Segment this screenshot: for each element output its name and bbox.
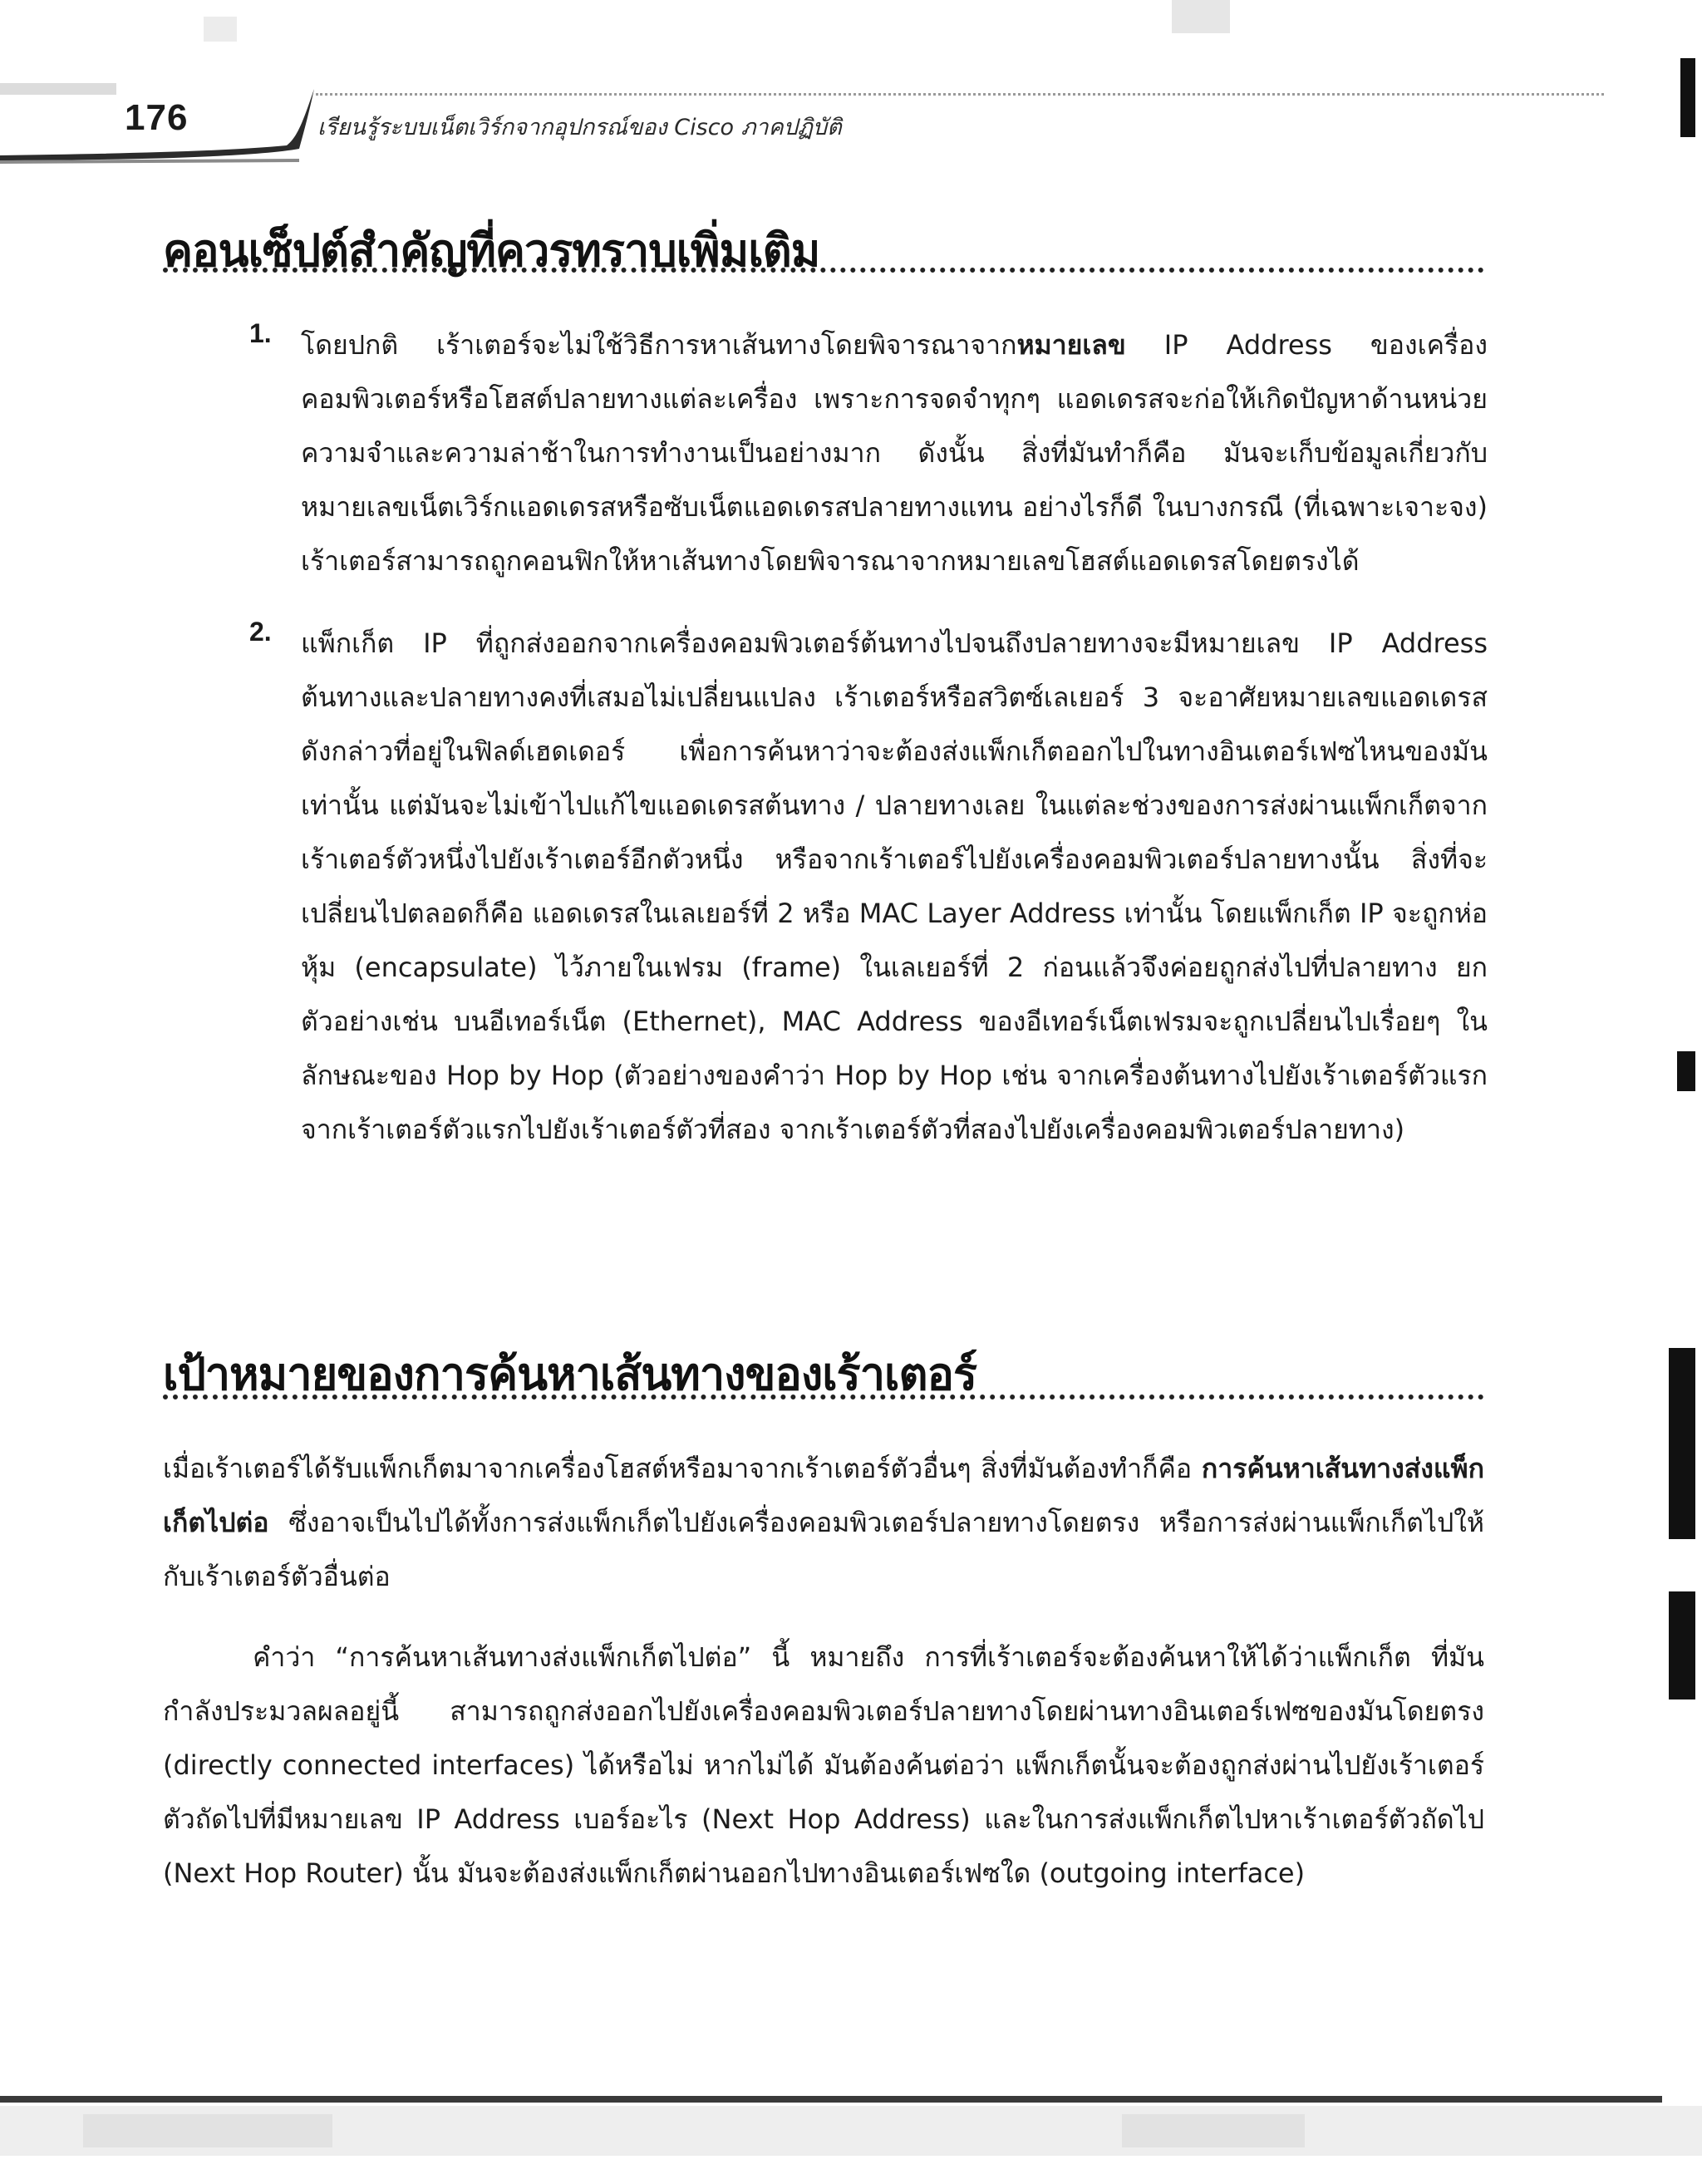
list-number: 2. <box>249 617 272 647</box>
heading-dotted-rule <box>163 268 1484 273</box>
page-header <box>0 79 1702 170</box>
paragraph: คำว่า “การค้นหาเส้นทางส่งแพ็กเก็ตไปต่อ” นี้ หมายถึง การที่เร้าเตอร์จะต้องค้นหาให้ได้ว่าแพ็กเก็ต ที่มันกำลังประมวลผลอยู่นี้ สามารถถูกส่งออกไปยังเครื่องคอมพิวเตอร์ปลายทางโดยผ่านทางอินเตอร์เฟซของมันโดยตรง (directly connected interfaces) ได้หรือไม่ หากไม่ได้ มันต้องค้นต่อว่า แพ็กเก็ตนั้นจะต้องถูกส่งผ่านไปยังเร้าเตอร์ตัวถัดไปที่มีหมายเลข IP Address เบอร์อะไร (Next Hop Address) และในการส่งแพ็กเก็ตไปหาเร้าเตอร์ตัวถัดไป (Next Hop Router) นั้น มันจะต้องส่งแพ็กเก็ตผ่านออกไปทางอินเตอร์เฟซใด (outgoing interface) <box>163 1641 1484 1889</box>
section-heading: คอนเซ็ปต์สำคัญที่ควรทราบเพิ่มเติม <box>163 224 820 277</box>
text-run: เมื่อเร้าเตอร์ได้รับแพ็กเก็ตมาจากเครื่องโฮสต์หรือมาจากเร้าเตอร์ตัวอื่นๆ สิ่งที่มันต้องทำก็คือ <box>163 1453 1202 1484</box>
heading-dotted-rule <box>163 1395 1484 1399</box>
running-title: เรียนรู้ระบบเน็ตเวิร์กจากอุปกรณ์ของ Cisco ภาคปฏิบัติ <box>317 115 842 140</box>
edge-marker <box>1669 1591 1695 1699</box>
header-dotted-rule <box>316 93 1604 96</box>
list-item <box>249 318 1488 588</box>
numbered-list <box>249 318 1488 1185</box>
bold-text: หมายเลข <box>1016 329 1126 361</box>
scan-artifact-bottom <box>0 2078 1702 2184</box>
text-run: IP Address ของเครื่องคอมพิวเตอร์หรือโฮสต์ปลายทางแต่ละเครื่อง เพราะการจดจำทุกๆ แอดเดรสจะก่อให้เกิดปัญหาด้านหน่วยความจำและความล่าช้าในการทำงานเป็นอย่างมาก ดังนั้น สิ่งที่มันทำก็คือ มันจะเก็บข้อมูลเกี่ยวกับหมายเลขเน็ตเวิร์กแอดเดรสหรือซับเน็ตแอดเดรสปลายทางแทน อย่างไรก็ดี ในบางกรณี (ที่เฉพาะเจาะจง) เร้าเตอร์สามารถถูกคอนฟิกให้หาเส้นทางโดยพิจารณาจากหมายเลขโฮสต์แอดเดรสโดยตรงได้ <box>301 329 1488 577</box>
list-item-text <box>301 318 1488 588</box>
section-heading: เป้าหมายของการค้นหาเส้นทางของเร้าเตอร์ <box>163 1348 976 1400</box>
list-number: 1. <box>249 318 272 348</box>
page-number: 176 <box>125 97 189 138</box>
list-item <box>249 617 1488 1157</box>
text-run: แพ็กเก็ต IP ที่ถูกส่งออกจากเครื่องคอมพิวเตอร์ต้นทางไปจนถึงปลายทางจะมีหมายเลข IP Address ต้นทางและปลายทางคงที่เสมอไม่เปลี่ยนแปลง เร้าเตอร์หรือสวิตซ์เลเยอร์ 3 จะอาศัยหมายเลขแอดเดรสดังกล่าวที่อยู่ในฟิลด์เฮดเดอร์ เพื่อการค้นหาว่าจะต้องส่งแพ็กเก็ตออกไปในทางอินเตอร์เฟซไหนของมันเท่านั้น แต่มันจะไม่เข้าไปแก้ไขแอดเดรสต้นทาง / ปลายทางเลย ในแต่ละช่วงของการส่งผ่านแพ็กเก็ตจากเร้าเตอร์ตัวหนึ่งไปยังเร้าเตอร์อีกตัวหนึ่ง หรือจากเร้าเตอร์ไปยังเครื่องคอมพิวเตอร์ปลายทางนั้น สิ่งที่จะเปลี่ยนไปตลอดก็คือ แอดเดรสในเลเยอร์ที่ 2 หรือ MAC Layer Address เท่านั้น โดยแพ็กเก็ต IP จะถูกห่อหุ้ม (encapsulate) ไว้ภายในเฟรม (frame) ในเลเยอร์ที่ 2 ก่อนแล้วจึงค่อยถูกส่งไปที่ปลายทาง ยกตัวอย่างเช่น บนอีเทอร์เน็ต (Ethernet), MAC Address ของอีเทอร์เน็ตเฟรมจะถูกเปลี่ยนไปเรื่อยๆ ในลักษณะของ Hop by Hop (ตัวอย่างของคำว่า Hop by Hop เช่น จากเครื่องต้นทางไปยังเร้าเตอร์ตัวแรก จากเร้าเตอร์ตัวแรกไปยังเร้าเตอร์ตัวที่สอง จากเร้าเตอร์ตัวที่สองไปยังเครื่องคอมพิวเตอร์ปลายทาง) <box>301 627 1488 1145</box>
list-item-text <box>301 617 1488 1157</box>
text-run: โดยปกติ เร้าเตอร์จะไม่ใช้วิธีการหาเส้นทางโดยพิจารณาจาก <box>301 329 1017 361</box>
bold-text: การค้นหาเส้นทางส่งแพ็กเก็ตไปต่อ <box>163 1453 1484 1538</box>
edge-marker <box>1680 58 1695 137</box>
edge-marker <box>1677 1051 1695 1091</box>
text-run: ซึ่งอาจเป็นไปได้ทั้งการส่งแพ็กเก็ตไปยังเครื่องคอมพิวเตอร์ปลายทางโดยตรง หรือการส่งผ่านแพ็กเก็ตไปให้กับเร้าเตอร์ตัวอื่นต่อ <box>163 1507 1484 1592</box>
edge-marker <box>1669 1348 1695 1539</box>
paragraph <box>163 1442 1484 1604</box>
